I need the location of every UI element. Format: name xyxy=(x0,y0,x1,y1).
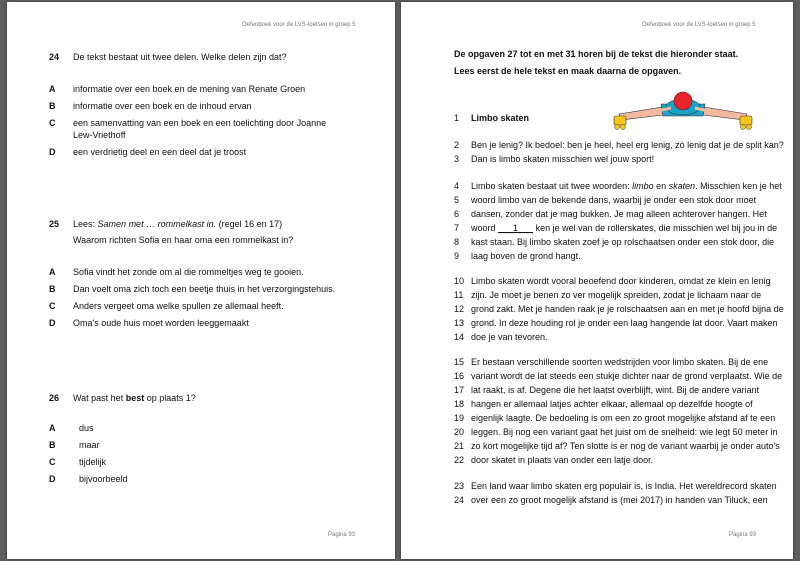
line-number: 23 xyxy=(454,481,465,491)
option-text[interactable]: een verdrietig deel en een deel dat je troost xyxy=(73,147,247,157)
option-letter: A xyxy=(49,423,56,433)
text-line: doe je van tevoren. xyxy=(471,332,548,342)
text-line: laag boven de grond hangt. xyxy=(471,251,581,261)
text-line: zijn. Je moet je benen zo ver mogelijk spreiden, zodat je lichaam naar de xyxy=(471,290,762,300)
text-line: Limbo skaten wordt vooral beoefend door kinderen, omdat ze klein en lenig xyxy=(471,276,771,286)
text-title: Limbo skaten xyxy=(471,113,530,123)
text-line: Dan is limbo skaten misschien wel jouw sport! xyxy=(471,154,655,164)
option-text[interactable]: maar xyxy=(79,440,100,450)
option-letter: B xyxy=(49,101,56,111)
limbo-skater-icon xyxy=(613,90,753,132)
text-line: grond zakt. Met je handen raak je je rolschaatsen aan en met je hoofd bijna de xyxy=(471,304,784,314)
option-text[interactable]: Oma's oude huis moet worden leeggemaakt xyxy=(73,318,249,328)
option-letter: D xyxy=(49,318,56,328)
line-number: 15 xyxy=(454,357,465,367)
option-letter: B xyxy=(49,440,56,450)
text-line: door skatet in plaats van onder een latje door. xyxy=(471,455,654,465)
text-line: woord limbo van de bekende dans, waarbij je onder een stok door moet xyxy=(471,195,757,205)
text-line: eigenlijk laagte. De bedoeling is om een zo groot mogelijke afstand af te een xyxy=(471,413,776,423)
line-number: 9 xyxy=(454,251,460,261)
text-line: dansen, zonder dat je mag bukken. Je mag alleen achterover hangen. Het xyxy=(471,209,767,219)
line-number: 18 xyxy=(454,399,465,409)
option-text[interactable]: dus xyxy=(79,423,94,433)
option-letter: D xyxy=(49,147,56,157)
text-line: lat raakt, is af. Degene die het laatst overblijft, wint. Bij de andere variant xyxy=(471,385,760,395)
option-text[interactable]: Anders vergeet oma welke spullen ze allemaal heeft. xyxy=(73,301,284,311)
blank-1: ___1___ xyxy=(498,223,534,233)
line-number: 20 xyxy=(454,427,465,437)
text-line: Een land waar limbo skaten erg populair is, is India. Het wereldrecord skaten xyxy=(471,481,777,491)
line-number: 6 xyxy=(454,209,460,219)
option-text[interactable]: informatie over een boek en de mening van Renate Groen xyxy=(73,84,306,94)
option-text-continued[interactable]: Lew-Vriethoff xyxy=(73,130,126,140)
question-text: De tekst bestaat uit twee delen. Welke delen zijn dat? xyxy=(73,52,287,62)
line-number: 21 xyxy=(454,441,465,451)
page-right xyxy=(401,2,793,559)
line-number: 24 xyxy=(454,495,465,505)
option-letter: C xyxy=(49,301,56,311)
question-number: 26 xyxy=(49,393,60,403)
text-line: kast staan. Bij limbo skaten zoef je op rolschaatsen onder een stok door, die xyxy=(471,237,775,247)
question-number: 25 xyxy=(49,219,60,229)
option-letter: A xyxy=(49,84,56,94)
question-reference: Lees: Samen met … rommelkast in. (regel 16 en 17) xyxy=(73,219,283,229)
line-number: 16 xyxy=(454,371,465,381)
line-number: 2 xyxy=(454,140,460,150)
option-letter: B xyxy=(49,284,56,294)
page-header: Oefenboek voor de LVS-toetsen in groep 5 xyxy=(242,22,356,28)
question-text: Wat past het best op plaats 1? xyxy=(73,393,196,403)
page-footer: Pagina 93 xyxy=(729,532,757,538)
text-line: over een zo groot mogelijk afstand is (mei 2017) in handen van Tiluck, een xyxy=(471,495,768,505)
option-letter: A xyxy=(49,267,56,277)
option-letter: C xyxy=(49,118,56,128)
text-line: Ben je lenig? Ik bedoel: ben je heel, heel erg lenig, zó lenig dat je de split kan? xyxy=(471,140,784,150)
text-line: leggen. Bij nog een variant gaat het juist om de snelheid: wie legt 50 meter in xyxy=(471,427,778,437)
text-line: Er bestaan verschillende soorten wedstrijden voor limbo skaten. Bij de ene xyxy=(471,357,769,367)
text-line: grond. In deze houding rol je onder een laag hangende lat door. Vaart maken xyxy=(471,318,778,328)
line-number: 22 xyxy=(454,455,465,465)
text-line: Limbo skaten bestaat uit twee woorden: limbo en skaten. Misschien ken je het xyxy=(471,181,782,191)
option-text[interactable]: Sofia vindt het zonde om al die rommeltjes weg te gooien. xyxy=(73,267,304,277)
line-number: 4 xyxy=(454,181,460,191)
line-number: 8 xyxy=(454,237,460,247)
line-number: 19 xyxy=(454,413,465,423)
option-letter: C xyxy=(49,457,56,467)
text-line: zo kort mogelijke tijd af? Ten slotte is er nog de variant waarbij je onder auto's xyxy=(471,441,780,451)
intro-line: De opgaven 27 tot en met 31 horen bij de tekst die hieronder staat. xyxy=(454,49,739,59)
option-text[interactable]: een samenvatting van een boek en een toelichting door Joanne xyxy=(73,118,327,128)
line-number: 7 xyxy=(454,223,460,233)
page-header: Oefenboek voor de LVS-toetsen in groep 5 xyxy=(642,22,756,28)
option-text[interactable]: Dan voelt oma zich toch een beetje thuis in het verzorgingstehuis. xyxy=(73,284,336,294)
line-number: 13 xyxy=(454,318,465,328)
question-text: Waarom richten Sofia en haar oma een rommelkast in? xyxy=(73,235,294,245)
line-number: 12 xyxy=(454,304,465,314)
line-number: 5 xyxy=(454,195,460,205)
line-number: 11 xyxy=(454,290,464,300)
option-text[interactable]: informatie over een boek en de inhoud ervan xyxy=(73,101,252,111)
line-number: 3 xyxy=(454,154,460,164)
question-number: 24 xyxy=(49,52,60,62)
option-letter: D xyxy=(49,474,56,484)
intro-line: Lees eerst de hele tekst en maak daarna de opgaven. xyxy=(454,66,682,76)
line-number: 1 xyxy=(454,113,460,123)
option-text[interactable]: bijvoorbeeld xyxy=(79,474,128,484)
option-text[interactable]: tijdelijk xyxy=(79,457,107,467)
line-number: 14 xyxy=(454,332,465,342)
page-footer: Pagina 93 xyxy=(328,532,356,538)
text-line: hangen er allemaal latjes achter elkaar, allemaal op dezelfde hoogte of xyxy=(471,399,753,409)
page-left xyxy=(7,2,395,559)
line-number: 10 xyxy=(454,276,465,286)
text-line: woord ___1___ ken je wel van de rollerskates, die misschien wel bij jou in de xyxy=(471,223,778,233)
line-number: 17 xyxy=(454,385,465,395)
text-line: variant wordt de lat steeds een stukje dichter naar de grond verplaatst. Wie de xyxy=(471,371,783,381)
